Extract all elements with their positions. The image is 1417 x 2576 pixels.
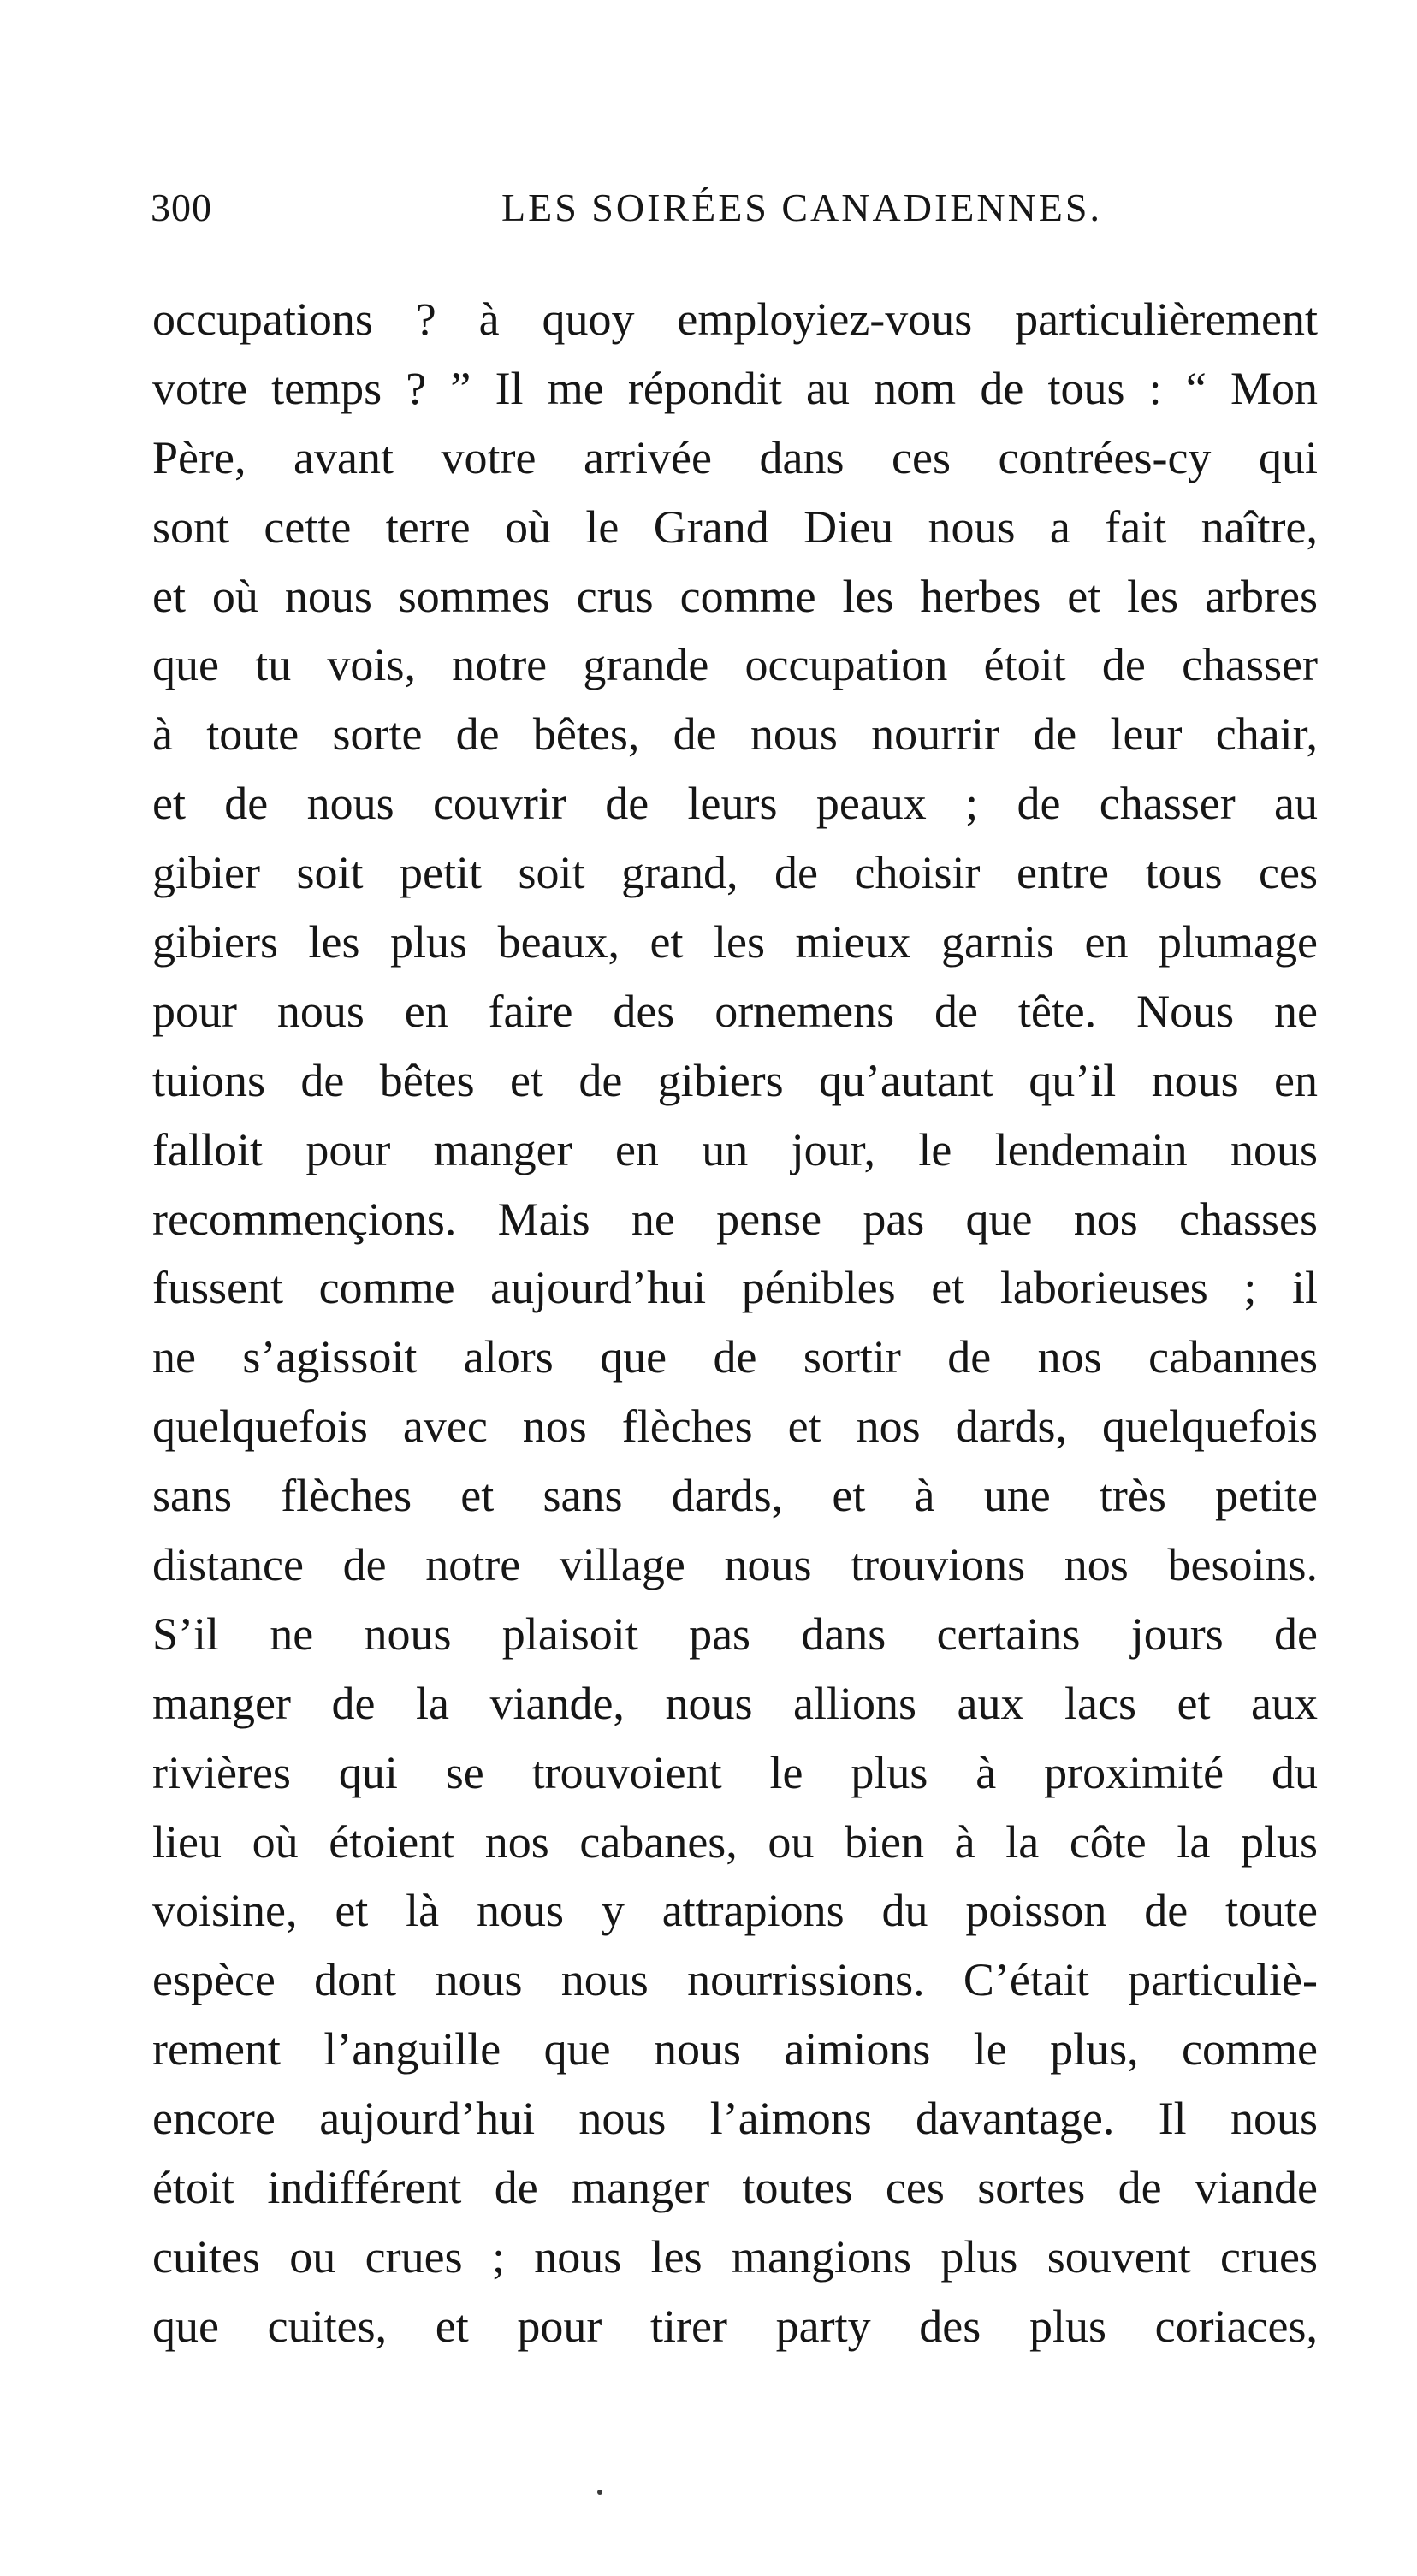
text-line: sans flèches et sans dards, et à une très petite bbox=[152, 1470, 1318, 1522]
body-text bbox=[152, 285, 1318, 2361]
text-line: tuions de bêtes et de gibiers qu’autant qu’il nous en bbox=[152, 1054, 1318, 1106]
text-line: S’il ne nous plaisoit pas dans certains jours de bbox=[152, 1608, 1318, 1660]
text-line: et où nous sommes crus comme les herbes et les arbres bbox=[152, 570, 1318, 622]
text-line: espèce dont nous nous nourrissions. C’était particuliè- bbox=[152, 1954, 1318, 2006]
text-line: Père, avant votre arrivée dans ces contrées-cy qui bbox=[152, 431, 1318, 483]
running-head bbox=[151, 178, 1319, 238]
text-line: ne s’agissoit alors que de sortir de nos cabannes bbox=[152, 1331, 1318, 1383]
text-line: cuites ou crues ; nous les mangions plus souvent crues bbox=[152, 2230, 1318, 2283]
text-line: étoit indifférent de manger toutes ces sortes de viande bbox=[152, 2162, 1318, 2214]
text-line: lieu où étoient nos cabanes, ou bien à la côte la plus bbox=[152, 1815, 1318, 1868]
text-line: occupations ? à quoy employiez-vous particulièrement bbox=[152, 293, 1318, 345]
running-title: LES SOIRÉES CANADIENNES. bbox=[501, 186, 1102, 229]
ink-speck bbox=[597, 2490, 602, 2495]
text-line: gibier soit petit soit grand, de choisir entre tous ces bbox=[152, 847, 1318, 899]
text-line: que tu vois, notre grande occupation étoit de chasser bbox=[152, 639, 1318, 691]
text-line: que cuites, et pour tirer party des plus coriaces, bbox=[152, 2300, 1318, 2352]
text-line: rement l’anguille que nous aimions le plus, comme bbox=[152, 2023, 1318, 2076]
text-line: gibiers les plus beaux, et les mieux garnis en plumage bbox=[152, 916, 1318, 968]
text-line: falloit pour manger en un jour, le lendemain nous bbox=[152, 1123, 1318, 1175]
text-line: votre temps ? ” Il me répondit au nom de tous : “ Mon bbox=[152, 362, 1318, 414]
text-line: sont cette terre où le Grand Dieu nous a fait naître, bbox=[152, 500, 1318, 553]
text-line: fussent comme aujourd’hui pénibles et laborieuses ; il bbox=[152, 1262, 1318, 1314]
text-line: et de nous couvrir de leurs peaux ; de chasser au bbox=[152, 778, 1318, 830]
text-line: rivières qui se trouvoient le plus à proximité du bbox=[152, 1746, 1318, 1798]
text-line: quelquefois avec nos flèches et nos dards, quelquefois bbox=[152, 1401, 1318, 1453]
text-line: distance de notre village nous trouvions nos besoins. bbox=[152, 1539, 1318, 1591]
page-number: 300 bbox=[151, 186, 212, 229]
text-line: manger de la viande, nous allions aux lacs et aux bbox=[152, 1677, 1318, 1729]
text-line: recommençions. Mais ne pense pas que nos chasses bbox=[152, 1193, 1318, 1245]
text-line: à toute sorte de bêtes, de nous nourrir de leur chair, bbox=[152, 708, 1318, 761]
text-line: pour nous en faire des ornemens de tête. Nous ne bbox=[152, 985, 1318, 1037]
text-line: voisine, et là nous y attrapions du poisson de toute bbox=[152, 1885, 1318, 1937]
text-line: encore aujourd’hui nous l’aimons davantage. Il nous bbox=[152, 2093, 1318, 2145]
